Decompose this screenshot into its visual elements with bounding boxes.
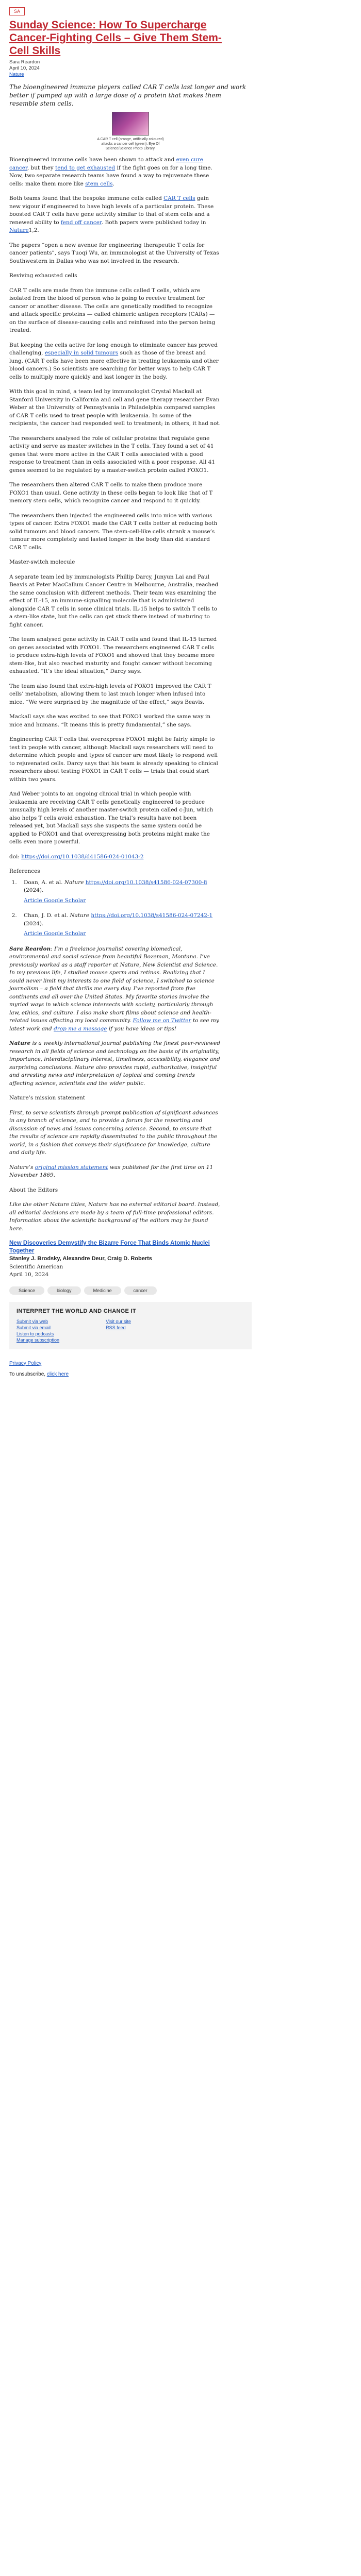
related-article-date: April 10, 2024: [9, 1272, 49, 1278]
article-dek: The bioengineered immune players called CAR T cells last longer and work better if pumped up with a large dose of a protein that makes them resemble stem cells.: [9, 83, 247, 107]
related-article-authors: Stanley J. Brodsky, Alexandre Deur, Craig D. Roberts: [9, 1256, 152, 1262]
unsubscribe-link[interactable]: click here: [46, 1371, 69, 1377]
hero-image: [112, 112, 149, 135]
article-title[interactable]: Sunday Science: How To Supercharge Cancer-Fighting Cells – Give Them Stem-Cell Skills: [9, 19, 222, 57]
hero-caption: A CAR T cell (orange, artificially coloured) attacks a cancer cell (green). Eye Of Science/Science Photo Library.: [97, 138, 164, 150]
logo-text: SA: [13, 9, 20, 14]
related-article-title[interactable]: New Discoveries Demystify the Bizarre Force That Binds Atomic Nuclei Together: [9, 1240, 210, 1254]
reference-doi-link[interactable]: https://doi.org/10.1038/s41586-024-07300-8: [85, 879, 207, 886]
paragraph: The team analysed gene activity in CAR T cells and found that IL-15 turned on genes associated with FOXO1. The researchers engineered CAR T cells to produce extra-high levels of FOXO1 and showed that they became more stem-like, but also reached maturity and fought cancer without becoming exhausted. “It’s the ideal situation,” Darcy says.: [9, 636, 217, 674]
reference-list: [19, 879, 221, 938]
byline: [9, 59, 352, 78]
tag-science[interactable]: Science: [9, 1286, 44, 1295]
doi-line: doi: https://doi.org/10.1038/d41586-024-01043-2: [9, 853, 144, 860]
related-article-source: Scientific American: [9, 1263, 63, 1270]
author-name: Sara Reardon: [9, 59, 40, 65]
email-link[interactable]: drop me a message: [54, 1025, 107, 1032]
inline-link[interactable]: even cure cancer: [9, 157, 203, 171]
original-mission: Nature’s original mission statement was published for the first time on 11 November 1869.: [9, 1164, 214, 1178]
manage-subscription-link[interactable]: Manage subscription: [17, 1337, 60, 1343]
paragraph: But keeping the cells active for long enough to eliminate cancer has proved challenging, especially in solid tumours such as those of the breast and lung. (CAR T cells have been more effective in treating leukaemia and other blood cancers.) So scientists are searching for better ways to help CAR T cells to multiply more quickly and last longer in the body.: [9, 342, 219, 380]
paragraph: The papers “open a new avenue for engineering therapeutic T cells for cancer patients”, says Tuoqi Wu, an immunologist at the University of Texas Southwestern in Dallas who was not involved in the research.: [9, 242, 219, 264]
original-mission-link[interactable]: original mission statement: [35, 1164, 108, 1171]
publish-date: April 10, 2024: [9, 65, 40, 71]
source-link[interactable]: Nature: [9, 72, 24, 77]
mission-statement: First, to serve scientists through prompt publication of significant advances in any branch of science, and to provide a forum for the reporting and discussion of news and issues concerning science. Second, to ensure that the results of science are rapidly disseminated to the public throughout the world, in a fashion that conveys their significance for knowledge, culture and daily life.: [9, 1109, 218, 1156]
inline-link[interactable]: especially in solid tumours: [44, 350, 119, 356]
tag-biology[interactable]: biology: [47, 1286, 81, 1295]
doi-link[interactable]: https://doi.org/10.1038/d41586-024-01043-2: [21, 853, 144, 860]
paragraph: Engineering CAR T cells that overexpress FOXO1 might be fairly simple to test in people with cancer, although Mackall says researchers will need to determine which people and types of cancer are most likely to respond well to rejuvenated cells. Darcy says that his team is already speaking to clinical researchers about testing FOXO1 in CAR T cells — trials that could start within two years.: [9, 736, 218, 783]
submit-email-link[interactable]: Submit via email: [17, 1325, 51, 1330]
footer-col-2: [106, 1318, 131, 1343]
footer-heading: INTERPRET THE WORLD AND CHANGE IT: [17, 1308, 136, 1314]
twitter-link[interactable]: Follow me on Twitter: [133, 1018, 191, 1024]
tag-cancer[interactable]: cancer: [124, 1286, 157, 1295]
inline-link[interactable]: fend off cancer: [60, 219, 102, 226]
reference-item: 1. Doan, A. et al. Nature https://doi.org/10.1038/s41586-024-07300-8 (2024). Article Google Scholar: [19, 879, 221, 905]
paragraph: Bioengineered immune cells have been shown to attack and even cure cancer, but they tend to get exhausted if the fight goes on for a long time. Now, two separate research teams have found a way to rejuvenate these cells: make them more like stem cells.: [9, 157, 212, 187]
submit-web-link[interactable]: Submit via web: [17, 1318, 48, 1324]
tag-list: [9, 1286, 226, 1295]
google-scholar-link[interactable]: Article Google Scholar: [24, 897, 86, 904]
inline-link[interactable]: stem cells: [85, 180, 113, 187]
paragraph: The researchers analysed the role of cellular proteins that regulate gene activity and serve as master switches in the T cells. They found a set of 41 genes that were more active in the CAR T cells associated with a good response to treatment than in cells associated with a poor response. All 41 genes seemed to be regulated by a master-switch protein called FOXO1.: [9, 435, 216, 473]
paragraph: A separate team led by immunologists Phillip Darcy, Junyun Lai and Paul Beavis at Peter MacCallum Cancer Centre in Melbourne, Australia, reached the same conclusion with different methods. Their team was examining the effect of IL-15, an immune-signalling molecule that is administered alongside CAR T cells in some clinical trials. IL-15 helps to switch T cells to a stem-like state, but the cells can get stuck there instead of maturing to fight cancer.: [9, 573, 219, 628]
references: [9, 868, 221, 938]
footer-col-1: [17, 1318, 59, 1343]
mission-title: Nature’s mission statement: [9, 1095, 86, 1101]
paragraph: The researchers then injected the engineered cells into mice with various types of cancer. Extra FOXO1 made the CAR T cells better at reducing both solid tumours and blood cancers. The stem-cell-like cells shrank a mouse’s tumour more completely and lasted longer in the body than did standard CAR T cells.: [9, 512, 218, 551]
rss-feed-link[interactable]: RSS feed: [106, 1325, 126, 1330]
related-article: [9, 1240, 221, 1279]
publication-logo[interactable]: [9, 7, 25, 15]
paragraph: With this goal in mind, a team led by immunologist Crystal Mackall at Stanford University in California and cell and gene therapy researcher Evan Weber at the University of Pennsylvania in Philadelphia compared samples of CAR T cells used to treat people with leukaemia. In some of the recipients, the cancer had responded well to treatment; in others, it had not.: [9, 388, 221, 427]
reference-item: 2. Chan, J. D. et al. Nature https://doi.org/10.1038/s41586-024-07242-1 (2024). Article Google Scholar: [19, 912, 221, 938]
google-scholar-link[interactable]: Article Google Scholar: [24, 930, 86, 937]
nature-description: Nature is a weekly international journal publishing the finest peer-reviewed research in all fields of science and technology on the basis of its originality, importance, interdisciplinary interest, timeliness, accessibility, elegance and surprising conclusions. Nature also provides rapid, authoritative, insightful and arresting news and interpretation of topical and coming trends affecting science, scientists and the wider public.: [9, 1040, 220, 1087]
references-title: References: [9, 868, 40, 874]
page: [0, 7, 361, 2576]
unsubscribe-row: To unsubscribe, click here: [9, 1371, 69, 1377]
newsletter-footer: [9, 1302, 252, 1349]
author-bio: Sara Reardon: I’m a freelance journalist covering biomedical, environmental and social science from beautiful Bozeman, Montana. I’ve previously worked as a staff reporter at Nature, New Scientist and Science. In my previous life, I studied mouse sperm and retinas. Realizing that I could never limit my interests to one field of science, I switched to science journalism – a field that thrills me every day. I’ve reported from five continents and all over the United States. My favorite stories involve the myriad ways in which science intersects with society, particularly through law, ethics, and culture. I also make short films about science and health-related issues affecting my local community. Follow me on Twitter to see my latest work and drop me a message if you have ideas or tips!: [9, 945, 219, 1032]
paragraph: The researchers then altered CAR T cells to make them produce more FOXO1 than usual. Gene activity in these cells began to look like that of T memory stem cells, which recognize cancer and respond to it quickly.: [9, 482, 213, 504]
paragraph: Both teams found that the bespoke immune cells called CAR T cells gain new vigour if engineered to have high levels of a particular protein. These boosted CAR T cells have gene activity similar to that of stem cells and a renewed ability to fend off cancer. Both papers were published today in Nature1,2.: [9, 195, 214, 233]
tag-medicine[interactable]: Medicine: [84, 1286, 121, 1295]
reference-doi-link[interactable]: https://doi.org/10.1038/s41586-024-07242-1: [91, 912, 213, 919]
hero-figure: [9, 112, 252, 151]
paragraph: Mackall says she was excited to see that FOXO1 worked the same way in mice and humans. “It means this is pretty fundamental,” she says.: [9, 714, 211, 728]
editors-text: Like the other Nature titles, Nature has no external editorial board. Instead, all editorial decisions are made by a team of full-time professional editors. Information about the scientific background of the editors may be found here.: [9, 1201, 220, 1232]
visit-site-link[interactable]: Visit our site: [106, 1318, 131, 1324]
inline-link[interactable]: Nature: [9, 227, 29, 233]
podcasts-link[interactable]: Listen to podcasts: [17, 1331, 54, 1336]
section-heading: Reviving exhausted cells: [9, 273, 77, 279]
editors-title: About the Editors: [9, 1187, 58, 1193]
author-bio-box: [9, 945, 221, 1233]
inline-link[interactable]: tend to get exhausted: [55, 164, 116, 171]
article-body: [9, 156, 221, 861]
paragraph: CAR T cells are made from the immune cells called T cells, which are isolated from the blood of person who is going to receive treatment for cancer or another disease. The cells are genetically modified to recognize and attack specific proteins — called chimeric antigen receptors (CARs) — on the surface of disease-causing cells and reinfused into the person being treated.: [9, 287, 216, 333]
paragraph: And Weber points to an ongoing clinical trial in which people with leukaemia are receiving CAR T cells genetically engineered to produce unusually high levels of another master-switch protein called c-Jun, which also helps T cells avoid exhaustion. The trial’s results have not been released yet, but Mackall says she suspects the same system could be applied to FOXO1 and that overexpressing both proteins might make the cells even more powerful.: [9, 791, 214, 845]
section-heading: Master-switch molecule: [9, 559, 75, 565]
privacy-policy-link[interactable]: Privacy Policy: [9, 1360, 42, 1366]
privacy-row: [9, 1361, 352, 1366]
inline-link[interactable]: CAR T cells: [163, 195, 195, 201]
paragraph: The team also found that extra-high levels of FOXO1 improved the CAR T cells’ metabolism, allowing them to last much longer when infused into mice. “We were surprised by the magnitude of the effect,” says Beavis.: [9, 683, 211, 705]
